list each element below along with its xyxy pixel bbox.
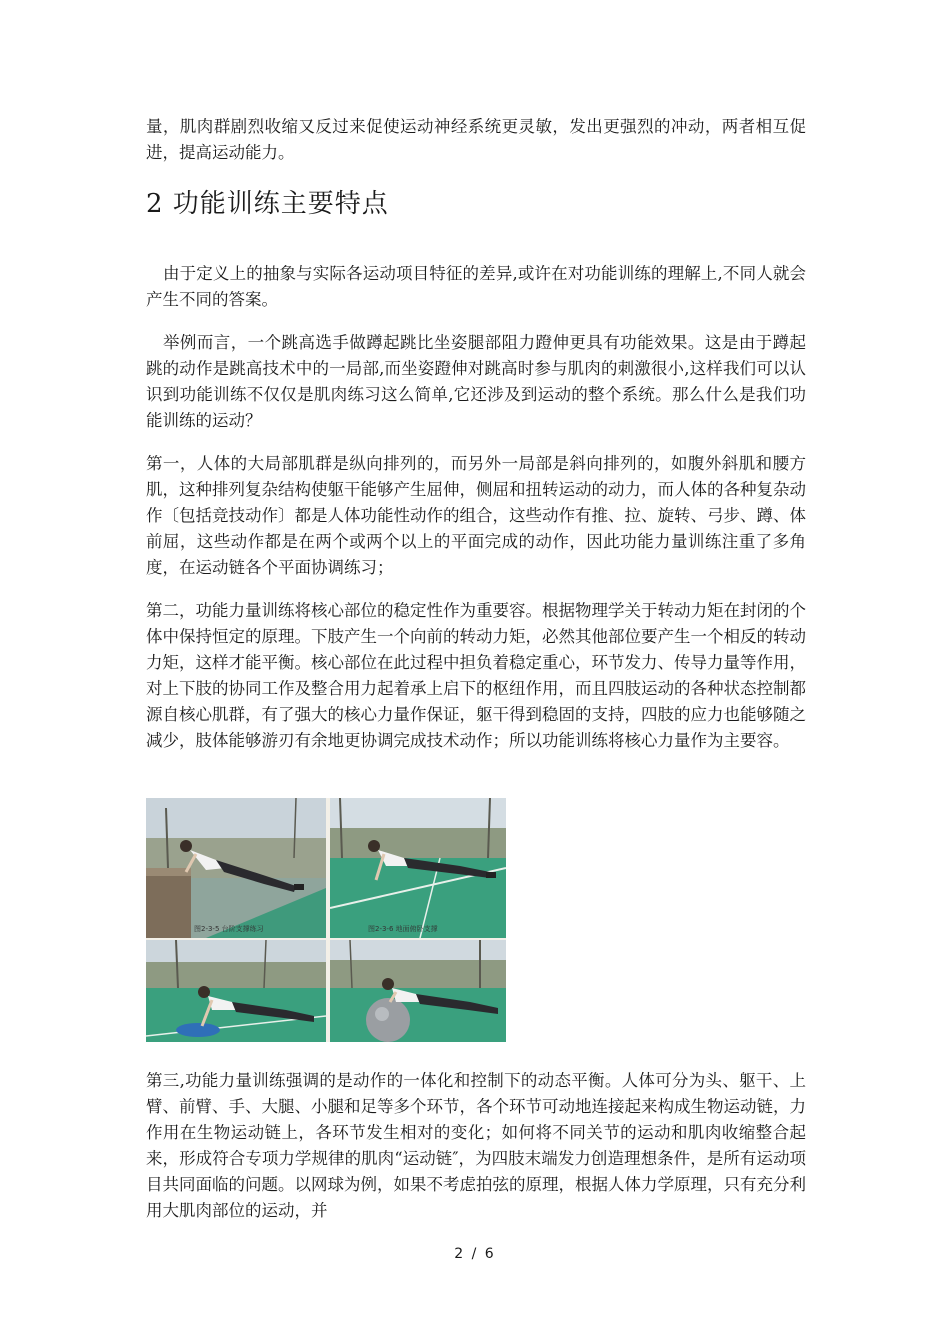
page-number: 2 / 6	[454, 1246, 496, 1262]
section-heading: 2 功能训练主要特点	[146, 189, 389, 219]
caption-floor-pushup: 图2-3-6 地面俯卧支撑	[368, 925, 438, 933]
paragraph-example: 举例而言，一个跳高选手做蹲起跳比坐姿腿部阻力蹬伸更具有功能效果。这是由于蹲起跳的动作是跳高技术中的一局部,而坐姿蹬伸对跳高时参与肌肉的刺激很小,这样我们可以认识到功能训练不仅仅是肌肉练习这么简单,它还涉及到运动的整个系统。那么什么是我们功能训练的运动？	[146, 333, 806, 430]
paragraph-third: 第三,功能力量训练强调的是动作的一体化和控制下的动态平衡。人体可分为头、躯干、上臂、前臂、手、大腿、小腿和足等多个环节，各个环节可动地连接起来构成生物运动链，力作用在生物运动链上，各环节发生相对的变化；如何将不同关节的运动和肌肉收缩整合起来，形成符合专项力学规律的肌肉“运动链″，为四肢末端发力创造理想条件，是所有运动项目共同面临的问题。以网球为例，如果不考虑拍弦的原理，根据人体力学原理，只有充分利用大肌肉部位的运动，并	[146, 1071, 806, 1220]
paragraph-second: 第二，功能力量训练将核心部位的稳定性作为重要容。根据物理学关于转动力矩在封闭的个体中保持恒定的原理。下肢产生一个向前的转动力矩，必然其他部位要产生一个相反的转动力矩，这样才能平衡。核心部位在此过程中担负着稳定重心，环节发力、传导力量等作用，对上下肢的协同工作及整合用力起着承上启下的枢纽作用，而且四肢运动的各种状态控制都源自核心肌群，有了强大的核心力量作保证，躯干得到稳固的支持，四肢的应力也能够随之减少，肢体能够游刃有余地更协调完成技术动作；所以功能训练将核心力量作为主要容。	[146, 601, 806, 750]
photo-step-pushup	[146, 798, 326, 938]
exercise-photo-figure	[146, 798, 506, 1042]
photo-floor-pushup	[330, 798, 506, 938]
photo-exercise-ball-pushup	[330, 940, 506, 1042]
paragraph-first: 第一，人体的大局部肌群是纵向排列的，而另外一局部是斜向排列的，如腹外斜肌和腰方肌，这种排列复杂结构使躯干能够产生屈伸，侧屈和扭转运动的动力，而人体的各种复杂动作〔包括竞技动作〕都是人体功能性动作的组合，这些动作有推、拉、旋转、弓步、蹲、体前屈，这些动作都是在两个或两个以上的平面完成的动作，因此功能力量训练注重了多角度，在运动链各个平面协调练习；	[146, 454, 806, 577]
caption-step-pushup: 图2-3-5 台阶支撑练习	[194, 925, 264, 933]
photo-balance-dome-pushup	[146, 940, 326, 1042]
paragraph-continuation: 量，肌肉群剧烈收缩又反过来促使运动神经系统更灵敏，发出更强烈的冲动，两者相互促进，提高运动能力。	[146, 117, 806, 162]
paragraph-intro: 由于定义上的抽象与实际各运动项目特征的差异,或许在对功能训练的理解上,不同人就会产生不同的答案。	[146, 264, 806, 309]
